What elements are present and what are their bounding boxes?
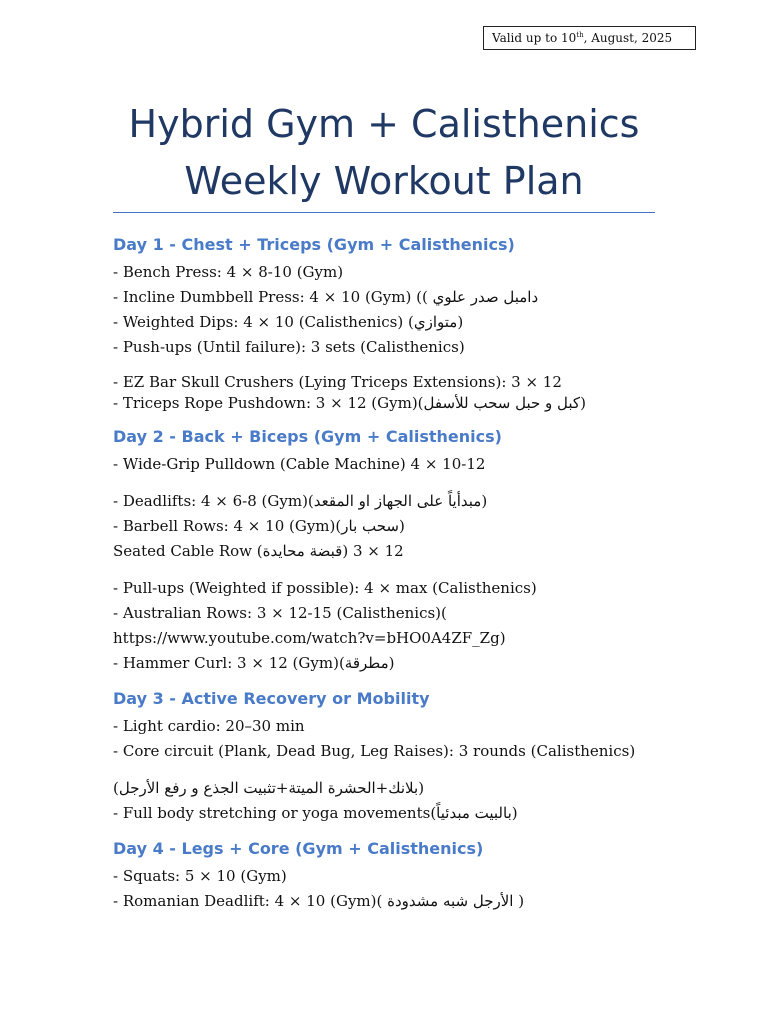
title-line-1: Hybrid Gym + Calisthenics — [128, 102, 640, 146]
exercise-line: - Barbell Rows: 4 × 10 (Gym)(سحب بار) — [113, 517, 405, 535]
exercise-line: - Hammer Curl: 3 × 12 (Gym)(مطرقة) — [113, 654, 395, 672]
exercise-line: - Triceps Rope Pushdown: 3 × 12 (Gym)(كبل و حبل سحب للأسفل) — [113, 394, 586, 412]
validity-prefix: Valid up to 10 — [492, 31, 577, 45]
exercise-line: - Wide-Grip Pulldown (Cable Machine) 4 × 10-12 — [113, 455, 486, 473]
day-3-section — [113, 684, 713, 826]
exercise-line: - Australian Rows: 3 × 12-15 (Calisthenics)( — [113, 604, 447, 622]
validity-suffix: , August, 2025 — [583, 31, 673, 45]
exercise-line: - Weighted Dips: 4 × 10 (Calisthenics) (متوازي) — [113, 313, 464, 331]
exercise-line: (بلانك+الحشرة الميتة+تثبيت الجذع و رفع الأرجل) — [113, 779, 425, 797]
day-2-heading: Day 2 - Back + Biceps (Gym + Calisthenics) — [113, 427, 502, 446]
exercise-line: - Full body stretching or yoga movements(بالبيت مبدئياً) — [113, 804, 518, 822]
exercise-line: - Deadlifts: 4 × 6-8 (Gym)(مبدأياً على الجهاز او المقعد) — [113, 492, 488, 510]
validity-notice — [483, 26, 696, 50]
exercise-line: - Pull-ups (Weighted if possible): 4 × max (Calisthenics) — [113, 579, 537, 597]
page-title — [0, 96, 768, 210]
exercise-line: - Core circuit (Plank, Dead Bug, Leg Raises): 3 rounds (Calisthenics) — [113, 742, 636, 760]
title-line-2: Weekly Workout Plan — [184, 159, 584, 203]
day-2-section — [113, 422, 713, 676]
spacer — [113, 826, 713, 834]
day-3-heading: Day 3 - Active Recovery or Mobility — [113, 689, 430, 708]
spacer — [113, 414, 713, 422]
day-4-section — [113, 834, 713, 914]
exercise-line: - Light cardio: 20–30 min — [113, 717, 305, 735]
day-1-heading: Day 1 - Chest + Triceps (Gym + Calisthenics) — [113, 235, 515, 254]
spacer — [113, 360, 713, 372]
video-link[interactable]: https://www.youtube.com/watch?v=bHO0A4ZF_Zg) — [113, 629, 506, 647]
exercise-line: - Romanian Deadlift: 4 × 10 (Gym)( الأرجل شبه مشدودة ) — [113, 892, 525, 910]
workout-plan — [113, 230, 713, 914]
exercise-line: - EZ Bar Skull Crushers (Lying Triceps Extensions): 3 × 12 — [113, 373, 562, 391]
exercise-line: - Push-ups (Until failure): 3 sets (Calisthenics) — [113, 338, 465, 356]
exercise-line: - Incline Dumbbell Press: 4 × 10 (Gym) (( دامبل صدر علوي — [113, 288, 539, 306]
spacer — [113, 564, 713, 576]
validity-ordinal: th — [576, 31, 584, 39]
title-divider — [113, 212, 655, 213]
day-1-section — [113, 230, 713, 414]
exercise-line: Seated Cable Row (قبضة محايدة) 12 × 3 — [113, 542, 404, 560]
spacer — [113, 764, 713, 776]
exercise-line: - Bench Press: 4 × 8-10 (Gym) — [113, 263, 344, 281]
exercise-line: - Squats: 5 × 10 (Gym) — [113, 867, 287, 885]
day-4-heading: Day 4 - Legs + Core (Gym + Calisthenics) — [113, 839, 484, 858]
spacer — [113, 676, 713, 684]
spacer — [113, 477, 713, 489]
